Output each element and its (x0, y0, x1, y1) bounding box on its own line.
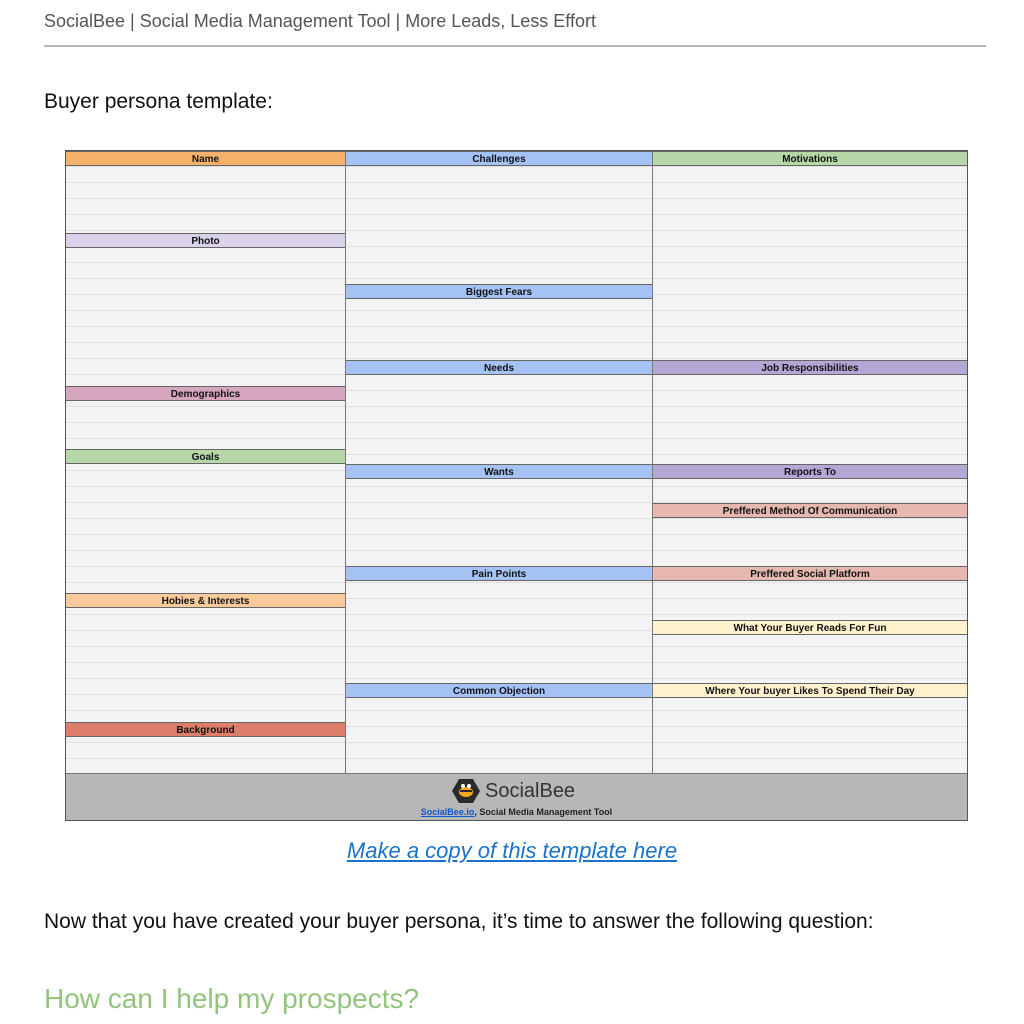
section-header-communication: Preffered Method Of Communication (653, 503, 967, 518)
section-header-spend-day: Where Your buyer Likes To Spend Their Day (653, 683, 967, 698)
template-column-motivations (653, 151, 967, 773)
header-divider (44, 45, 986, 47)
footer-tagline: , Social Media Management Tool (474, 807, 613, 817)
buyer-persona-template-image (65, 150, 968, 821)
section-header-social-platform: Preffered Social Platform (653, 566, 967, 581)
section-header-job-responsibilities: Job Responsibilities (653, 360, 967, 375)
section-header-wants: Wants (346, 464, 652, 479)
page-header-title: SocialBee | Social Media Management Tool | More Leads, Less Effort (44, 11, 596, 31)
section-header-goals: Goals (66, 449, 345, 464)
body-paragraph: Now that you have created your buyer persona, it’s time to answer the following question: (44, 910, 874, 933)
template-footer (66, 773, 967, 821)
section-header-challenges: Challenges (346, 151, 652, 166)
footer-caption (66, 807, 967, 817)
socialbee-logo-text: SocialBee (485, 779, 576, 802)
section-header-hobbies: Hobies & Interests (66, 593, 345, 608)
template-column-personal (66, 151, 346, 773)
section-header-needs: Needs (346, 360, 652, 375)
section-header-motivations: Motivations (653, 151, 967, 166)
socialbee-logo (451, 778, 575, 804)
section-header-reads-for-fun: What Your Buyer Reads For Fun (653, 620, 967, 635)
section-heading: How can I help my prospects? (44, 983, 420, 1014)
section-header-photo: Photo (66, 233, 345, 248)
section-header-reports-to: Reports To (653, 464, 967, 479)
make-copy-link[interactable]: Make a copy of this template here (346, 838, 678, 863)
template-column-challenges (346, 151, 653, 773)
section-header-pain-points: Pain Points (346, 566, 652, 581)
section-header-name: Name (66, 151, 345, 166)
intro-text: Buyer persona template: (44, 90, 273, 113)
socialbee-logo-icon (451, 778, 481, 804)
socialbee-site-link[interactable]: SocialBee.io (420, 807, 475, 817)
section-header-biggest-fears: Biggest Fears (346, 284, 652, 299)
section-header-demographics: Demographics (66, 386, 345, 401)
section-header-background: Background (66, 722, 345, 737)
section-header-common-objection: Common Objection (346, 683, 652, 698)
